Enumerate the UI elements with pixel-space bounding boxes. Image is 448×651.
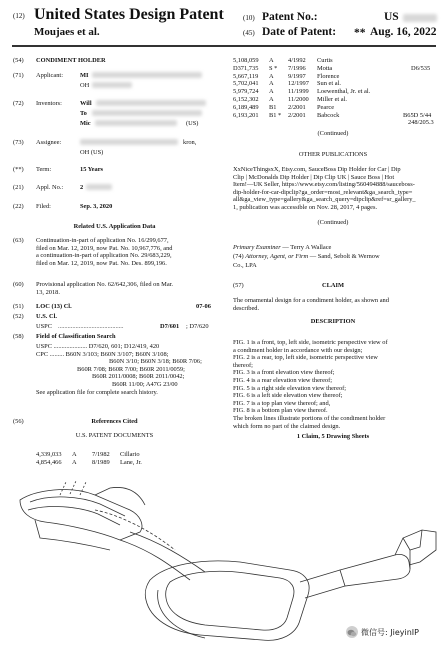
continuation-line: Continuation-in-part of application No. 16/299,677, xyxy=(36,237,169,244)
table-row xyxy=(233,80,433,88)
description-line: FIG. 1 is a front, top, left side, isometric perspective view of xyxy=(233,339,388,346)
inventor-line1: Will xyxy=(80,100,92,107)
classification-line: B60N 3/10; B60N 3/18; B60R 7/06; xyxy=(109,358,202,366)
redacted-applicant xyxy=(92,72,202,78)
ref-date: 11/1999 xyxy=(288,88,309,96)
term-label: Term: xyxy=(36,166,52,173)
attorney-line xyxy=(233,253,380,261)
ref-number: 5,667,119 xyxy=(233,72,259,80)
ref-kind: A xyxy=(72,459,77,466)
attorney-line-2: Co., LPA xyxy=(233,262,257,269)
assignee-line1-tail: kron, xyxy=(183,139,197,146)
ref-class-continued: 248/205.3 xyxy=(408,119,434,127)
code-54: (54) xyxy=(13,57,24,64)
redacted-inventor-3 xyxy=(95,120,177,126)
description-line: FIG. 7 is a top plan view thereof; and, xyxy=(233,399,331,407)
watermark-text: 微信号: JieyinIP xyxy=(361,627,419,637)
claim-line: The ornamental design for a condiment holder, as shown and xyxy=(233,297,389,304)
code-60: (60) xyxy=(13,281,24,288)
code-74: (74) xyxy=(233,253,244,260)
code-21: (21) xyxy=(13,184,24,191)
examiner-name: — Terry A Wallace xyxy=(282,244,332,251)
description-line: FIG. 8 is a bottom plan view thereof. xyxy=(233,407,328,415)
table-row xyxy=(233,112,433,120)
examiner-label: Primary Examiner xyxy=(233,244,281,251)
claim-line: described. xyxy=(233,304,260,312)
classification-line: B60R 2011/0008; B60R 2011/0042; xyxy=(92,373,185,381)
ref-number: 6,193,201 xyxy=(233,111,259,119)
ref-date: 9/1997 xyxy=(288,72,306,80)
ref-number: 5,702,041 xyxy=(233,80,259,88)
other-publications-heading: OTHER PUBLICATIONS xyxy=(298,151,368,158)
applicant-line2: OH xyxy=(80,82,90,89)
publication-line: XxNiceThingsxX, Etsy.com, SauceBoss Dip Holder for Car | Dip xyxy=(233,166,401,173)
date-mark: ** xyxy=(354,27,366,39)
code-58: (58) xyxy=(13,333,24,340)
continuation-block xyxy=(36,237,173,267)
examiner-line xyxy=(233,244,331,252)
loc-label: LOC (13) Cl. xyxy=(36,303,72,310)
inventor-line3-tail: (US) xyxy=(186,120,199,127)
table-row xyxy=(36,459,216,467)
patent-title: United States Design Patent xyxy=(34,6,224,23)
ref-name: Sun et al. xyxy=(317,80,341,88)
code-51: (51) xyxy=(13,303,24,310)
ref-kind: A xyxy=(269,72,274,80)
ref-kind: A xyxy=(72,451,77,458)
claim-heading: CLAIM xyxy=(321,282,344,289)
inventors-label: Inventors: xyxy=(36,100,62,107)
classification-line: B60R 7/08; B60R 7/00; B60R 2011/0059; xyxy=(77,365,185,373)
ref-number: 6,189,489 xyxy=(233,103,259,111)
ref-date: 2/2001 xyxy=(288,103,306,111)
us-cl-label: U.S. Cl. xyxy=(36,313,57,320)
ref-kind: A xyxy=(269,88,274,96)
table-row xyxy=(36,451,216,459)
code-72: (72) xyxy=(13,100,24,107)
title-field: CONDIMENT HOLDER xyxy=(36,57,106,64)
continuation-line: filed on Mar. 12, 2019, now Pat. No. Des. 899,196. xyxy=(36,259,167,267)
ref-date: 12/1997 xyxy=(288,80,309,88)
field-search-label: Field of Classification Search xyxy=(36,333,116,340)
ref-name: Lane, Jr. xyxy=(120,459,142,466)
ref-date: 8/1989 xyxy=(92,459,110,466)
code-45: (45) xyxy=(243,29,255,37)
provisional-line: 13, 2018. xyxy=(36,288,60,296)
table-row xyxy=(233,73,433,81)
ref-number: 4,339,033 xyxy=(36,451,62,458)
code-57: (57) xyxy=(233,282,244,289)
code-term: (**) xyxy=(13,166,24,173)
classification-line: USPC ..................... D7/620, 601; D12/419, 420 xyxy=(36,343,160,350)
description-line: a condiment holder in accordance with our design; xyxy=(233,346,363,354)
description-line: FIG. 2 is a rear, top, left side, isometric perspective view xyxy=(233,354,378,362)
related-heading: Related U.S. Application Data xyxy=(73,223,156,230)
table-row xyxy=(233,119,433,127)
provisional-block xyxy=(36,281,173,296)
ref-date: 7/1996 xyxy=(288,64,306,72)
other-publications-block xyxy=(233,166,416,212)
filed-label: Filed: xyxy=(36,203,51,210)
left-references xyxy=(36,451,216,467)
continued-1: (Continued) xyxy=(317,130,349,137)
appl-no-label: Appl. No.: xyxy=(36,184,64,191)
code-10: (10) xyxy=(243,14,255,22)
description-line: FIG. 5 is a right side elevation view thereof; xyxy=(233,384,347,392)
ref-number: 5,979,724 xyxy=(233,88,259,96)
publication-line: Clip | McDonalds Dip Holder | Dip Clip UK | Sauce Boss | Hot xyxy=(233,173,395,181)
description-text xyxy=(233,339,388,430)
ref-name: Miller et al. xyxy=(317,95,347,103)
publication-line: all&ga_view_type=gallery&ga_search_query=dipclip&ref=sr_gallery_ xyxy=(233,196,416,204)
description-line: which form no part of the claimed design. xyxy=(233,422,341,430)
description-line: FIG. 6 is a left side elevation view thereof; xyxy=(233,392,343,400)
description-line: thereof; xyxy=(233,361,253,369)
description-line: The broken lines illustrate portions of the condiment holder xyxy=(233,414,386,422)
continuation-line: a continuation-in-part of application No. 29/683,229, xyxy=(36,252,172,260)
ref-kind: B1 xyxy=(269,103,277,111)
description-heading: DESCRIPTION xyxy=(310,318,356,325)
description-line: FIG. 3 is a front elevation view thereof; xyxy=(233,369,335,377)
attorney-name: — Sand, Sebolt & Wernow xyxy=(309,253,380,260)
header-rule xyxy=(12,45,436,47)
code-52: (52) xyxy=(13,313,24,320)
ref-date: 7/1982 xyxy=(92,451,110,458)
applicant-line1: MI xyxy=(80,72,89,79)
ref-class: B65D 5/44 xyxy=(403,111,432,119)
provisional-line: Provisional application No. 62/642,306, filed on Mar. xyxy=(36,281,174,288)
attorney-label: Attorney, Agent, or Firm xyxy=(245,253,309,260)
ref-kind: B1 * xyxy=(269,111,282,119)
redacted-appl-no xyxy=(86,184,112,190)
redacted-patent-no xyxy=(403,14,437,22)
code-63: (63) xyxy=(13,237,24,244)
ref-kind: A xyxy=(269,95,274,103)
loc-value: 07-06 xyxy=(196,303,211,310)
wechat-icon xyxy=(346,626,358,638)
ref-name: Loewenthal, Jr. et al. xyxy=(317,88,371,96)
redacted-applicant-2 xyxy=(92,82,132,88)
code-56: (56) xyxy=(13,418,24,425)
continuation-line: filed on Mar. 12, 2019, now Pat. No. 10,967,776, and xyxy=(36,244,173,252)
redacted-inventor-1 xyxy=(96,100,206,106)
ref-kind: A xyxy=(269,57,274,64)
classification-line: B60R 11/00; A47G 23/00 xyxy=(112,380,178,388)
table-row xyxy=(233,88,433,96)
patent-no: US xyxy=(384,11,399,23)
us-docs-heading: U.S. PATENT DOCUMENTS xyxy=(75,432,154,439)
redacted-inventor-2 xyxy=(92,110,202,116)
condiment-holder-drawing xyxy=(0,470,448,651)
ref-name: Florence xyxy=(317,72,340,80)
classification-line: CPC ......... B60N 3/103; B60N 3/107; B60N 3/108; xyxy=(36,350,169,358)
ref-date: 2/2001 xyxy=(288,111,306,119)
ref-date: 4/1992 xyxy=(288,57,306,64)
claims-sheets-summary: 1 Claim, 5 Drawing Sheets xyxy=(296,433,370,440)
ref-number: D371,735 xyxy=(233,64,259,72)
date-label: Date of Patent: xyxy=(262,26,337,38)
appl-no-value: 2 xyxy=(80,184,84,191)
table-row xyxy=(233,57,433,65)
ref-number: 6,152,302 xyxy=(233,95,259,103)
patent-date: Aug. 16, 2022 xyxy=(370,26,437,38)
authors: Moujaes et al. xyxy=(34,26,100,38)
code-12: (12) xyxy=(13,12,25,20)
ref-date: 11/2000 xyxy=(288,95,309,103)
classification-block xyxy=(36,343,202,396)
publication-line: 1, publication was accessible on Nov. 28, 2017, 4 pages. xyxy=(233,203,378,211)
table-row xyxy=(233,65,433,73)
references-heading: References Cited xyxy=(91,418,138,425)
ref-number: 5,108,059 xyxy=(233,57,259,64)
code-71: (71) xyxy=(13,72,24,79)
ref-name: Cillario xyxy=(120,451,140,458)
ref-name: Babcock xyxy=(317,111,340,119)
filed-value: Sep. 3, 2020 xyxy=(80,203,113,210)
ref-kind: A xyxy=(269,80,274,88)
publication-line: dip-holder-for-car-dipclip?ga_order=most_relevant&ga_search_type= xyxy=(233,188,413,196)
uspc-value-2: ; D7/620 xyxy=(186,323,209,330)
ref-name: Motta xyxy=(317,64,333,72)
classification-line: See application file for complete search history. xyxy=(36,388,158,396)
patent-no-label: Patent No.: xyxy=(262,11,318,23)
redacted-assignee xyxy=(80,139,178,145)
ref-name: Pearce xyxy=(317,103,335,111)
continued-2: (Continued) xyxy=(317,219,349,226)
applicant-label: Applicant: xyxy=(36,72,63,79)
term-value: 15 Years xyxy=(80,166,104,173)
inventor-line3: Mic xyxy=(80,120,91,127)
code-73: (73) xyxy=(13,139,24,146)
ref-class: D6/535 xyxy=(411,64,431,72)
uspc-value: D7/601 xyxy=(160,323,180,330)
claim-text xyxy=(233,297,389,312)
ref-kind: S * xyxy=(269,64,278,72)
code-22: (22) xyxy=(13,203,24,210)
table-row xyxy=(233,96,433,104)
publication-line: Item!—UK Seller, https://www.etsy.com/listing/560494888/sauceboss- xyxy=(233,181,415,189)
ref-number: 4,854,466 xyxy=(36,459,62,466)
watermark xyxy=(346,626,419,638)
ref-name: Curtis xyxy=(317,57,333,64)
assignee-label: Assignee: xyxy=(36,139,62,146)
inventor-line2: To xyxy=(80,110,87,117)
description-line: FIG. 4 is a rear elevation view thereof; xyxy=(233,376,333,384)
uspc-label: USPC xyxy=(36,323,52,330)
assignee-line2: OH (US) xyxy=(80,149,104,156)
table-row xyxy=(233,104,433,112)
right-references xyxy=(233,57,433,127)
